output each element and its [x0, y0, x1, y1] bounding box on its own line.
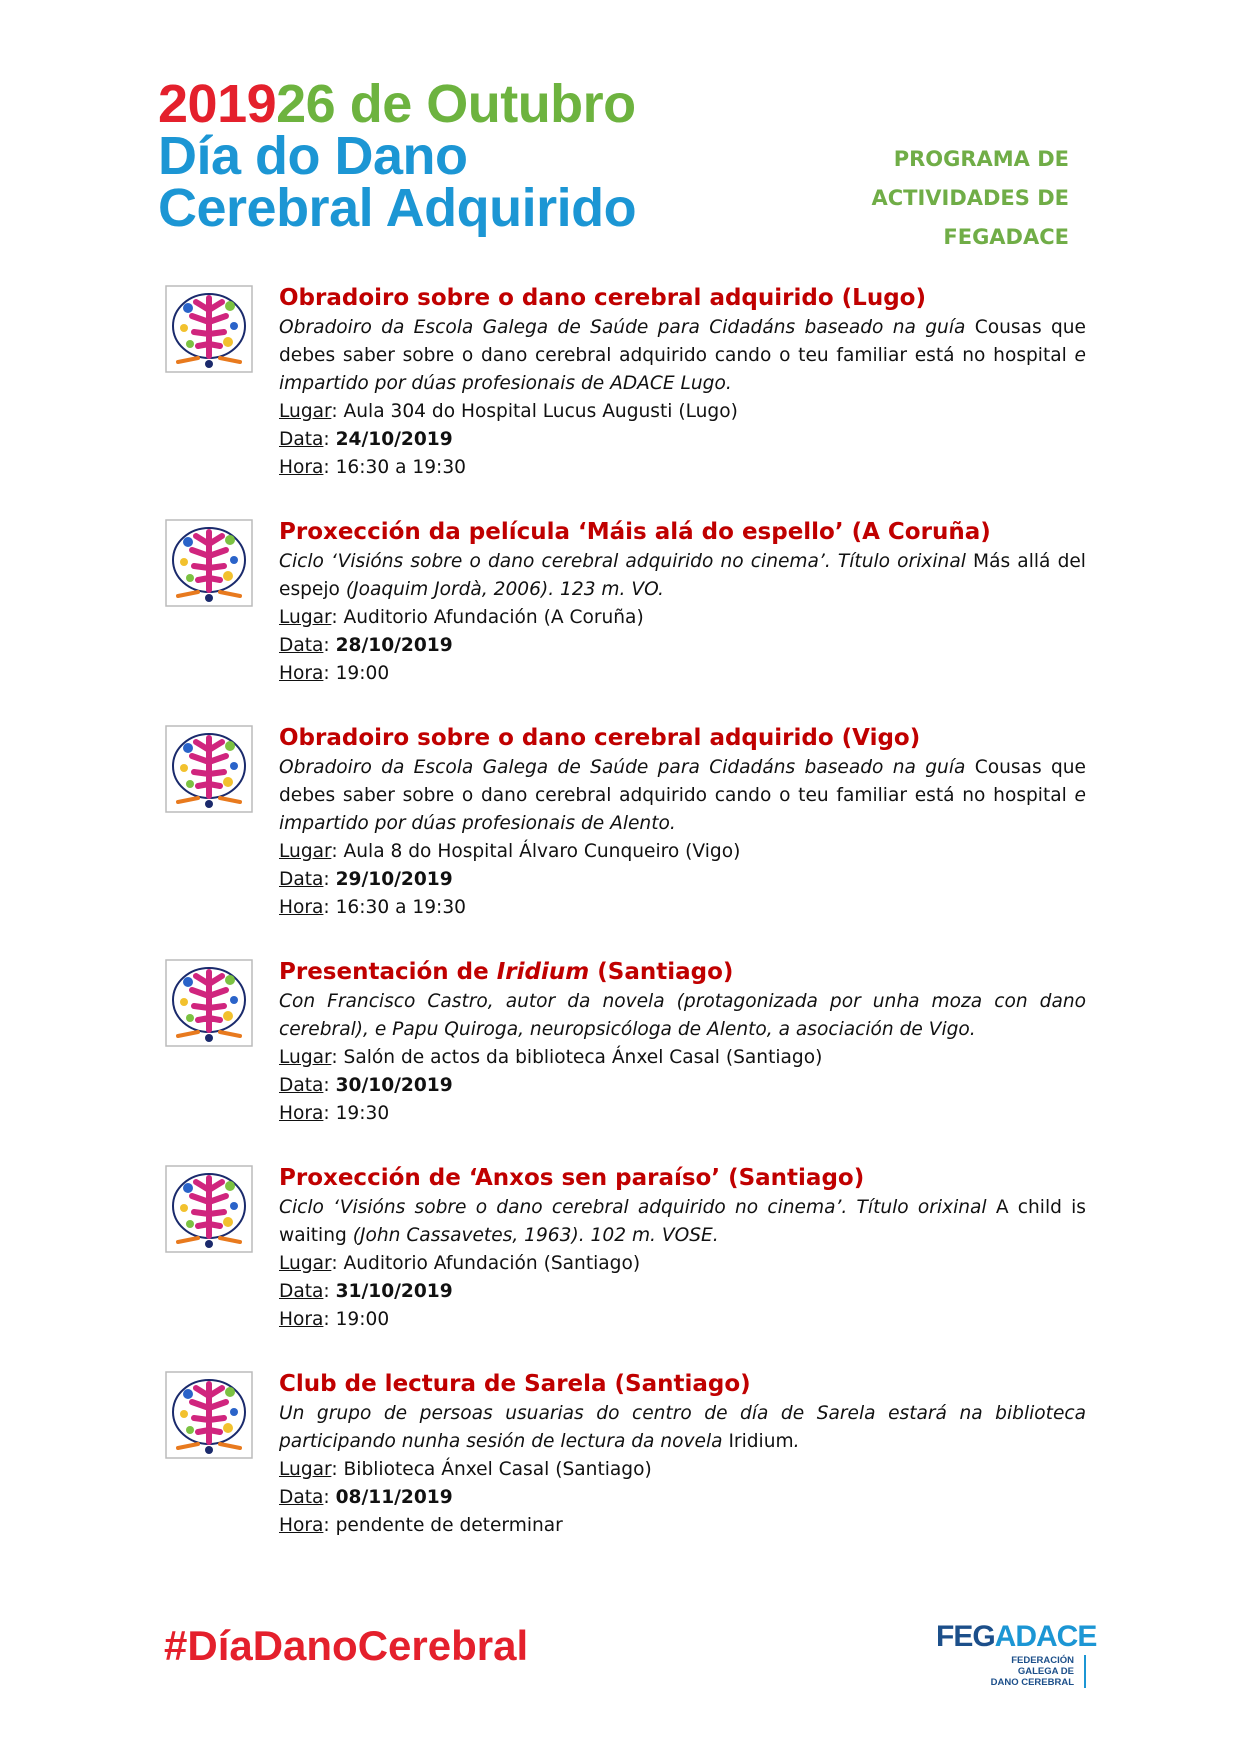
event-item [164, 956, 1086, 1128]
brain-icon [164, 1370, 254, 1460]
event-item [164, 722, 1086, 922]
event-place: Lugar: Auditorio Afundación (A Coruña) [279, 607, 644, 628]
event-date: Data: 24/10/2019 [279, 429, 453, 450]
title-line-2: Cerebral Adquirido [158, 178, 637, 238]
brain-icon [164, 284, 254, 374]
brain-icon [164, 724, 254, 814]
logo-subtitle: FEDERACIÓN GALEGA DE DANO CEREBRAL [936, 1655, 1086, 1688]
event-time: Hora: 19:30 [279, 1103, 390, 1124]
event-title: Club de lectura de Sarela (Santiago) [279, 1371, 751, 1397]
event-place: Lugar: Biblioteca Ánxel Casal (Santiago) [279, 1459, 652, 1480]
program-line-3: FEGADACE [943, 225, 1069, 249]
event-time: Hora: 16:30 a 19:30 [279, 457, 466, 478]
year-text: 2019 [158, 74, 277, 134]
event-time: Hora: 16:30 a 19:30 [279, 897, 466, 918]
event-description: Obradoiro da Escola Galega de Saúde para Cidadáns baseado na guía Cousas que debes saber sobre o dano cerebral adquirido cando o teu familiar está no hospital e impartido por dúas profesionais de Alento. [279, 757, 1086, 834]
event-item [164, 282, 1086, 482]
header-title-block [158, 74, 637, 238]
event-date: Data: 31/10/2019 [279, 1281, 453, 1302]
event-item [164, 1368, 1086, 1540]
event-place: Lugar: Salón de actos da biblioteca Ánxel Casal (Santiago) [279, 1047, 823, 1068]
event-date: Data: 08/11/2019 [279, 1487, 453, 1508]
event-description: Ciclo ‘Visións sobre o dano cerebral adquirido no cinema’. Título orixinal A child is waiting (John Cassavetes, 1963). 102 m. VOSE. [279, 1197, 1086, 1246]
event-date: Data: 30/10/2019 [279, 1075, 453, 1096]
event-title: Obradoiro sobre o dano cerebral adquirido (Vigo) [279, 725, 921, 751]
title-date-line [158, 74, 636, 134]
event-title: Proxección da película ‘Máis alá do espello’ (A Coruña) [279, 519, 991, 545]
brain-icon [164, 958, 254, 1048]
brain-icon [164, 518, 254, 608]
event-date: Data: 29/10/2019 [279, 869, 453, 890]
fegadace-logo [936, 1620, 1097, 1688]
event-description: Ciclo ‘Visións sobre o dano cerebral adquirido no cinema’. Título orixinal Más allá del espejo (Joaquim Jordà, 2006). 123 m. VO. [279, 551, 1086, 600]
event-place: Lugar: Auditorio Afundación (Santiago) [279, 1253, 641, 1274]
program-line-2: ACTIVIDADES DE [871, 186, 1069, 210]
event-time: Hora: 19:00 [279, 663, 390, 684]
event-item [164, 516, 1086, 688]
date-text: 26 de Outubro [276, 74, 636, 134]
events-list [164, 282, 1086, 1574]
program-heading [829, 140, 1069, 257]
program-line-1: PROGRAMA DE [893, 147, 1069, 171]
brain-icon [164, 1164, 254, 1254]
event-date: Data: 28/10/2019 [279, 635, 453, 656]
logo-name: FEGADACE [936, 1620, 1097, 1653]
event-description: Obradoiro da Escola Galega de Saúde para Cidadáns baseado na guía Cousas que debes saber sobre o dano cerebral adquirido cando o teu familiar está no hospital e impartido por dúas profesionais de ADACE Lugo. [279, 317, 1086, 394]
event-title: Proxección de ‘Anxos sen paraíso’ (Santiago) [279, 1165, 865, 1191]
event-time: Hora: pendente de determinar [279, 1515, 563, 1536]
event-description: Con Francisco Castro, autor da novela (protagonizada por unha moza con dano cerebral), e Papu Quiroga, neuropsicóloga de Alento, a asociación de Vigo. [279, 991, 1086, 1040]
hashtag: #DíaDanoCerebral [164, 1622, 529, 1669]
event-item [164, 1162, 1086, 1334]
event-place: Lugar: Aula 304 do Hospital Lucus Augusti (Lugo) [279, 401, 738, 422]
event-time: Hora: 19:00 [279, 1309, 390, 1330]
event-title: Presentación de Iridium (Santiago) [279, 959, 734, 985]
event-title: Obradoiro sobre o dano cerebral adquirido (Lugo) [279, 285, 926, 311]
title-line-1: Día do Dano [158, 126, 468, 186]
event-description: Un grupo de persoas usuarias do centro de día de Sarela estará na biblioteca participando nunha sesión de lectura da novela Iridium. [279, 1403, 1086, 1452]
event-place: Lugar: Aula 8 do Hospital Álvaro Cunqueiro (Vigo) [279, 841, 741, 862]
